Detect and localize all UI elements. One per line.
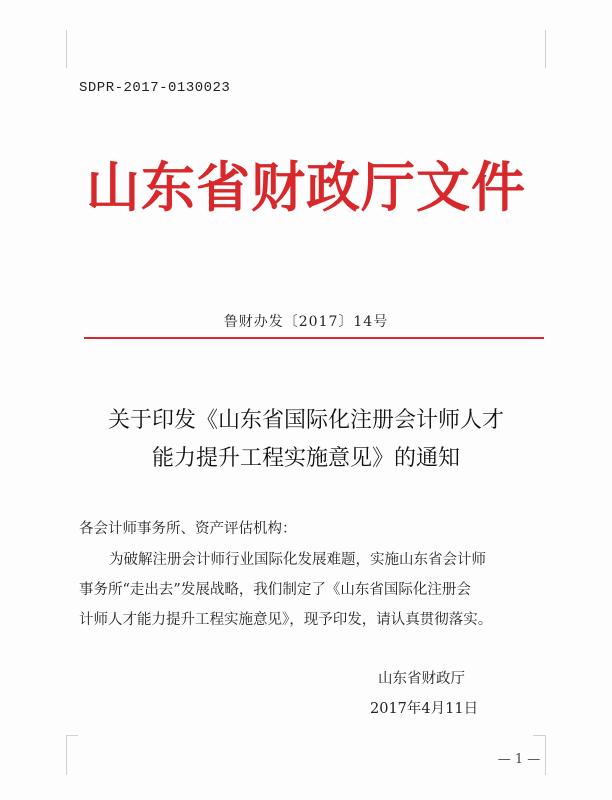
document-number: 鲁财办发〔2017〕14号	[223, 314, 389, 330]
red-header-title: 山东省财政厅文件	[86, 155, 526, 219]
salutation: 各会计师事务所、资产评估机构：	[79, 521, 297, 537]
notice-title	[0, 402, 612, 478]
body-line-1: 为破解注册会计师行业国际化发展难题，实施山东省会计师	[109, 552, 486, 568]
body-line-2: 事务所“走出去”发展战略，我们制定了《山东省国际化注册会	[79, 582, 471, 598]
body-line-3: 计师人才能力提升工程实施意见》，现予印发，请认真贯彻落实。	[79, 612, 493, 628]
notice-title-line-1: 关于印发《山东省国际化注册会计师人才	[107, 408, 504, 433]
crop-mark-bottom-left-h	[66, 735, 78, 736]
notice-title-line-2: 能力提升工程实施意见》的通知	[151, 446, 460, 471]
crop-mark-bottom-left-v	[66, 735, 67, 775]
crop-mark-bottom-right-v	[545, 735, 546, 775]
body-paragraph	[79, 545, 549, 635]
crop-mark-bottom-right-h	[533, 735, 545, 736]
document-id: SDPR-2017-0130023	[79, 80, 231, 96]
crop-mark-top-right	[545, 30, 546, 68]
red-separator-line	[84, 337, 544, 339]
crop-mark-top-left	[66, 30, 67, 68]
page-number: — 1 —	[497, 752, 541, 767]
issuer-signature: 山东省财政厅	[378, 671, 465, 687]
issue-date: 2017年4月11日	[370, 701, 479, 717]
